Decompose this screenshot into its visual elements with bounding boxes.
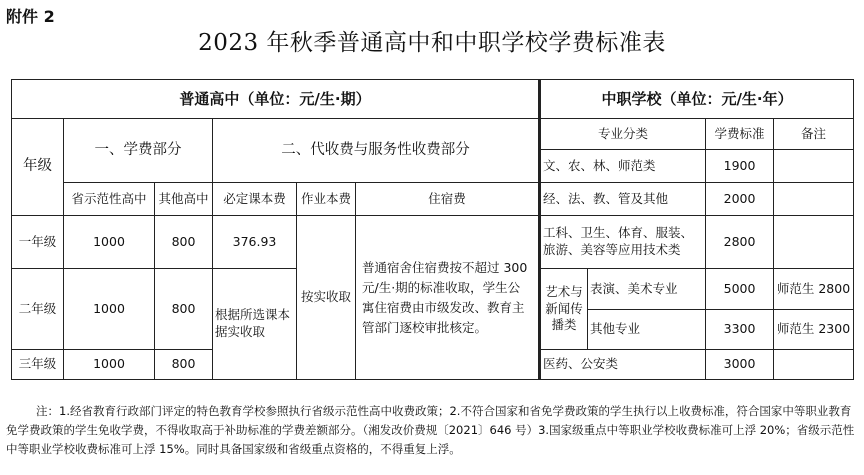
subheader-row xyxy=(12,119,854,150)
major-name: 表演、美术专业 xyxy=(588,269,706,310)
remarks-header: 备注 xyxy=(774,119,854,150)
column-header-row xyxy=(12,183,854,216)
major-name: 其他专业 xyxy=(588,310,706,350)
tuition-standard-header: 学费标准 xyxy=(706,119,774,150)
major-name: 文、农、林、师范类 xyxy=(540,150,706,183)
demo-school-fee: 1000 xyxy=(64,216,155,269)
agency-fee-group-header: 二、代收费与服务性收费部分 xyxy=(213,119,540,183)
tuition-value: 1900 xyxy=(706,150,774,183)
tuition-value: 2000 xyxy=(706,183,774,216)
fee-table-container xyxy=(11,79,854,380)
major-name: 工科、卫生、体育、服装、旅游、美容等应用技术类 xyxy=(540,216,706,269)
header-row xyxy=(12,80,854,119)
grade-header: 年级 xyxy=(12,119,64,216)
table-row xyxy=(12,216,854,269)
tuition-value: 2800 xyxy=(706,216,774,269)
tuition-group-header: 一、学费部分 xyxy=(64,119,213,183)
column-header: 省示范性高中 xyxy=(64,183,155,216)
fee-table xyxy=(11,79,854,380)
demo-school-fee: 1000 xyxy=(64,350,155,380)
attachment-label: 附件 2 xyxy=(6,7,55,26)
other-school-fee: 800 xyxy=(155,269,213,350)
high-school-header: 普通高中（单位：元/生·期） xyxy=(12,80,540,119)
major-name: 医药、公安类 xyxy=(540,350,706,380)
remark-value: 师范生 2300 xyxy=(774,310,854,350)
column-header: 住宿费 xyxy=(356,183,540,216)
remark-value xyxy=(774,350,854,380)
grade-cell: 一年级 xyxy=(12,216,64,269)
dorm-fee-note: 普通宿舍住宿费按不超过 300 元/生·期的标准收取，学生公寓住宿费由市级发改、教育主管部门逐校审批核定。 xyxy=(356,216,540,380)
column-header: 必定课本费 xyxy=(213,183,297,216)
tuition-value: 3300 xyxy=(706,310,774,350)
grade-cell: 三年级 xyxy=(12,350,64,380)
tuition-value: 3000 xyxy=(706,350,774,380)
grade-cell: 二年级 xyxy=(12,269,64,350)
arts-category-label: 艺术与新闻传播类 xyxy=(540,269,588,350)
remark-value: 师范生 2800 xyxy=(774,269,854,310)
remark-value xyxy=(774,183,854,216)
tuition-value: 5000 xyxy=(706,269,774,310)
major-category-header: 专业分类 xyxy=(540,119,706,150)
remark-value xyxy=(774,150,854,183)
textbook-fee: 376.93 xyxy=(213,216,297,269)
other-school-fee: 800 xyxy=(155,216,213,269)
footnote: 注：1.经省教育行政部门评定的特色教育学校参照执行省级示范性高中收费政策；2.不符合国家和省免学费政策的学生执行以上收费标准，符合国家中等职业教育免学费政策的学生免收学费，不得收取高于补助标准的学费差额部分。（湘发改价费规〔2021〕646 号）3.国家级重点中等职业学校收费标准可上浮 20%；省级示范性中等职业学校收费标准可上浮 15%。同时具备国家级和省级重点资格的，不得重复上浮。 xyxy=(6,404,855,456)
textbook-fee-note: 根据所选课本据实收取 xyxy=(213,269,297,380)
major-name: 经、法、教、管及其他 xyxy=(540,183,706,216)
column-header: 其他高中 xyxy=(155,183,213,216)
column-header: 作业本费 xyxy=(297,183,356,216)
other-school-fee: 800 xyxy=(155,350,213,380)
page-title: 2023 年秋季普通高中和中职学校学费标准表 xyxy=(198,30,666,56)
workbook-fee-note: 按实收取 xyxy=(297,216,356,380)
demo-school-fee: 1000 xyxy=(64,269,155,350)
vocational-header: 中职学校（单位：元/生·年） xyxy=(540,80,854,119)
remark-value xyxy=(774,216,854,269)
